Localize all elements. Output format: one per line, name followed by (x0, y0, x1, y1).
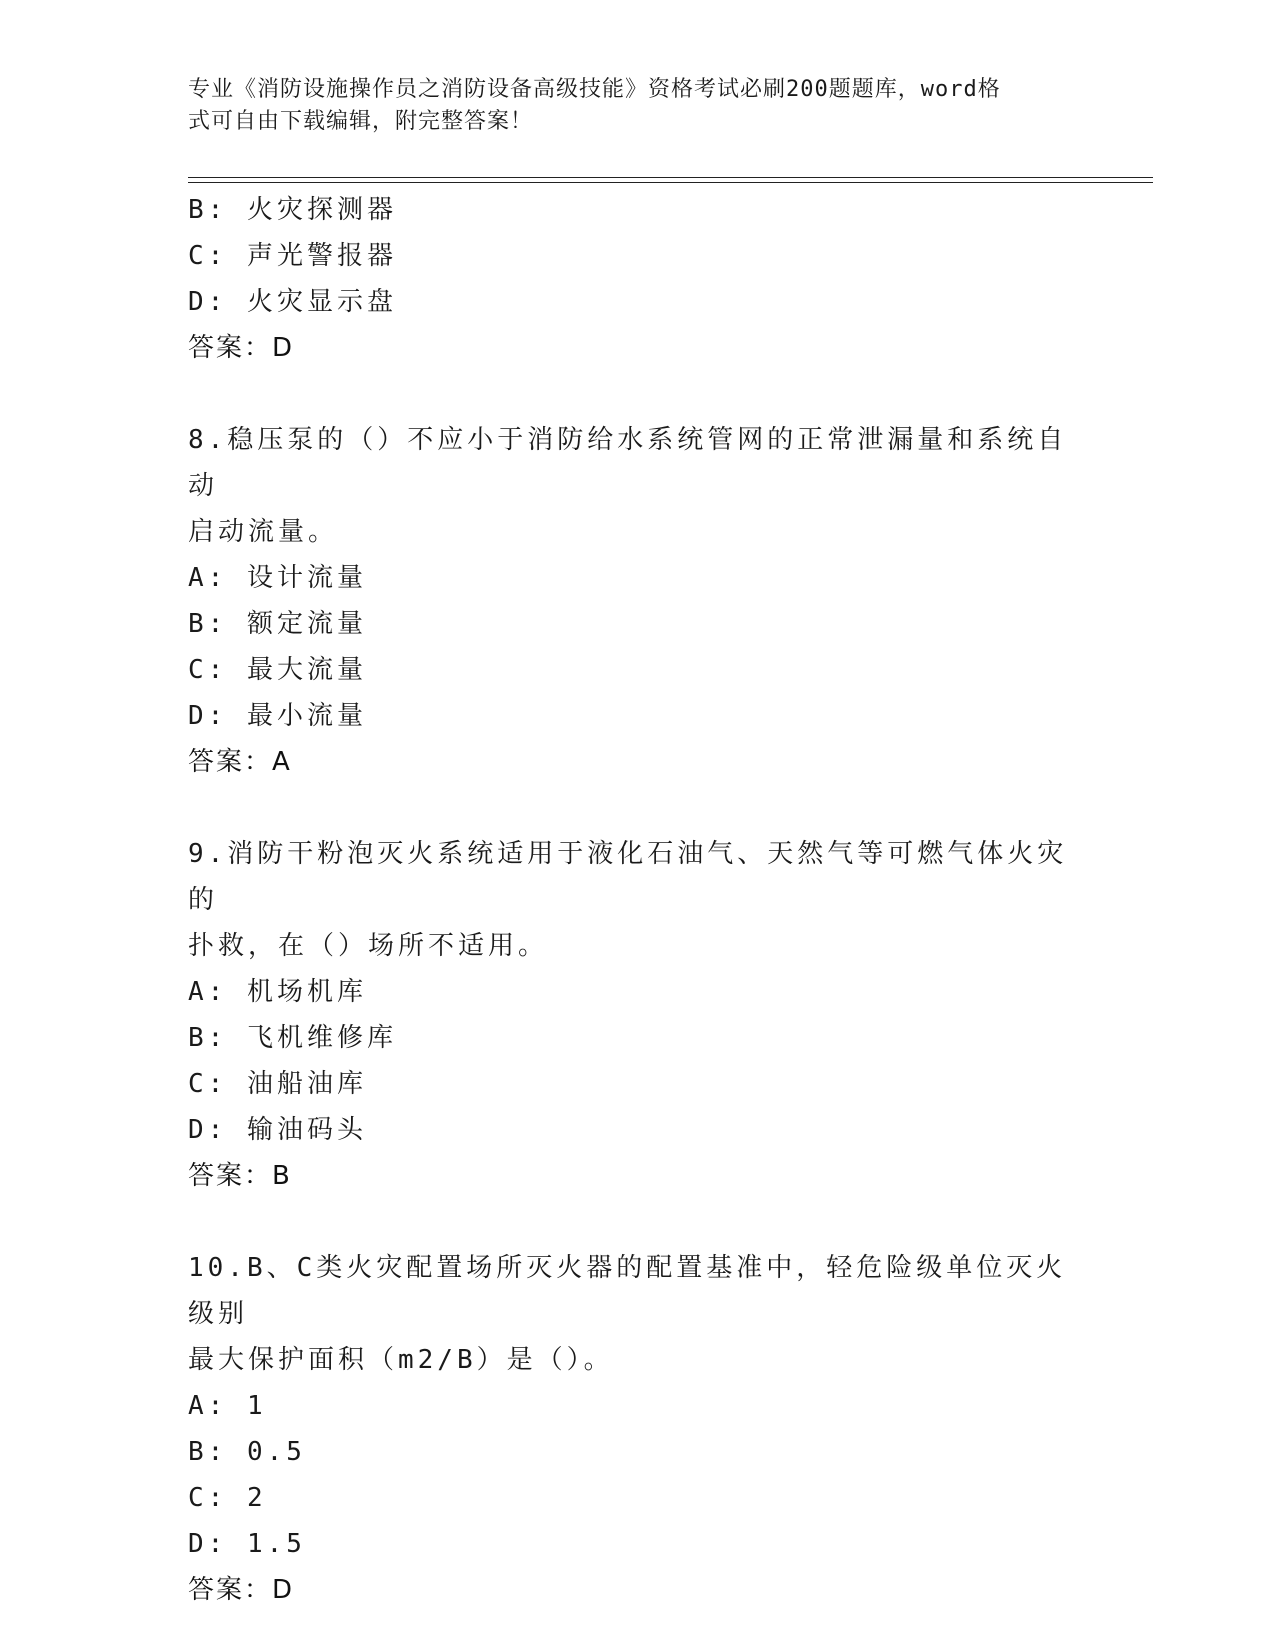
header-rule-top (188, 177, 1153, 178)
option-b: B: 火灾探测器 (188, 195, 397, 225)
question-stem-line-1: 10.B、C类火灾配置场所灭火器的配置基准中，轻危险级单位灭火级别 (188, 1253, 1067, 1329)
question-8 (188, 417, 1088, 785)
question-stem-line-1: 8.稳压泵的（）不应小于消防给水系统管网的正常泄漏量和系统自动 (188, 425, 1068, 501)
question-stem-line-1: 9.消防干粉泡灭火系统适用于液化石油气、天然气等可燃气体火灾的 (188, 839, 1068, 915)
question-content (188, 187, 1088, 1613)
option-a: A: 设计流量 (188, 563, 367, 593)
spacer (188, 371, 1088, 417)
answer-line: 答案：A (188, 747, 292, 777)
option-c: C: 油船油库 (188, 1069, 367, 1099)
option-d: D: 输油码头 (188, 1115, 367, 1145)
answer-line: 答案：D (188, 1575, 295, 1605)
question-10 (188, 1245, 1088, 1613)
option-c: C: 最大流量 (188, 655, 367, 685)
option-c: C: 2 (188, 1483, 267, 1513)
option-d: D: 最小流量 (188, 701, 367, 731)
question-9 (188, 831, 1088, 1199)
question-stem-line-2: 启动流量。 (188, 517, 339, 547)
option-a: A: 机场机库 (188, 977, 367, 1007)
answer-line: 答案：D (188, 333, 295, 363)
option-b: B: 0.5 (188, 1437, 306, 1467)
answer-line: 答案：B (188, 1161, 292, 1191)
option-b: B: 额定流量 (188, 609, 367, 639)
header-line-2: 式可自由下载编辑，附完整答案！ (188, 109, 534, 134)
document-header (188, 74, 1068, 138)
question-stem-line-2: 扑救，在（）场所不适用。 (188, 931, 549, 961)
spacer (188, 785, 1088, 831)
option-b: B: 飞机维修库 (188, 1023, 397, 1053)
option-a: A: 1 (188, 1391, 267, 1421)
spacer (188, 1199, 1088, 1245)
option-d: D: 1.5 (188, 1529, 306, 1559)
header-rule-bottom (188, 182, 1153, 183)
previous-question-tail (188, 187, 1088, 371)
option-d: D: 火灾显示盘 (188, 287, 397, 317)
option-c: C: 声光警报器 (188, 241, 397, 271)
header-line-1: 专业《消防设施操作员之消防设备高级技能》资格考试必刷200题题库，word格 (188, 77, 1001, 102)
question-stem-line-2: 最大保护面积（m2/B）是（）。 (188, 1345, 614, 1375)
